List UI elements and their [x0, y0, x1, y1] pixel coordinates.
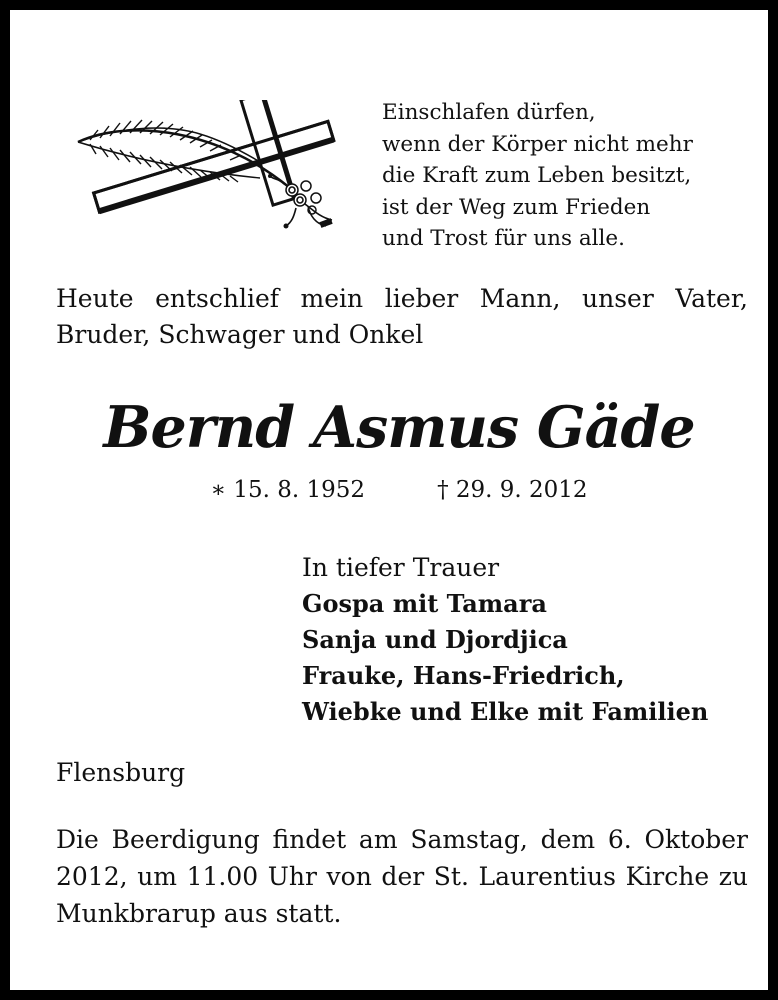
intro-text [56, 281, 748, 353]
deceased-name: Bernd Asmus Gäde [103, 394, 695, 461]
poem-line: wenn der Körper nicht mehr [382, 131, 693, 157]
funeral-notice [56, 821, 748, 932]
intro-line: Heute entschlief mein lieber Mann, unser Vater, [56, 284, 748, 313]
mourner-name: Sanja und Djordjica [302, 625, 568, 654]
mourner-name: Frauke, Hans-Friedrich, [302, 661, 625, 690]
intro-line: Bruder, Schwager und Onkel [56, 320, 424, 349]
poem-line: die Kraft zum Leben besitzt, [382, 163, 692, 188]
place-name: Flensburg [56, 758, 186, 787]
life-dates [10, 473, 778, 507]
poem [382, 97, 752, 255]
cross-with-palm-frond-icon [70, 100, 345, 235]
birth-date: ∗ 15. 8. 1952 [210, 477, 366, 503]
funeral-line: 2012, um 11.00 Uhr von der St. Laurentius Kirche zu [56, 862, 748, 891]
mourners-block [302, 550, 762, 730]
poem-line: ist der Weg zum Frieden [382, 194, 651, 220]
funeral-line: Munkbrarup aus statt. [56, 899, 342, 928]
funeral-line: Die Beerdigung findet am Samstag, dem 6. Oktober [56, 825, 748, 854]
poem-line: Einschlafen dürfen, [382, 100, 596, 125]
mourner-name: Wiebke und Elke mit Familien [302, 697, 709, 726]
death-date: † 29. 9. 2012 [437, 477, 588, 503]
poem-line: und Trost für uns alle. [382, 226, 625, 251]
mourning-heading: In tiefer Trauer [302, 553, 500, 582]
mourner-name: Gospa mit Tamara [302, 589, 547, 618]
